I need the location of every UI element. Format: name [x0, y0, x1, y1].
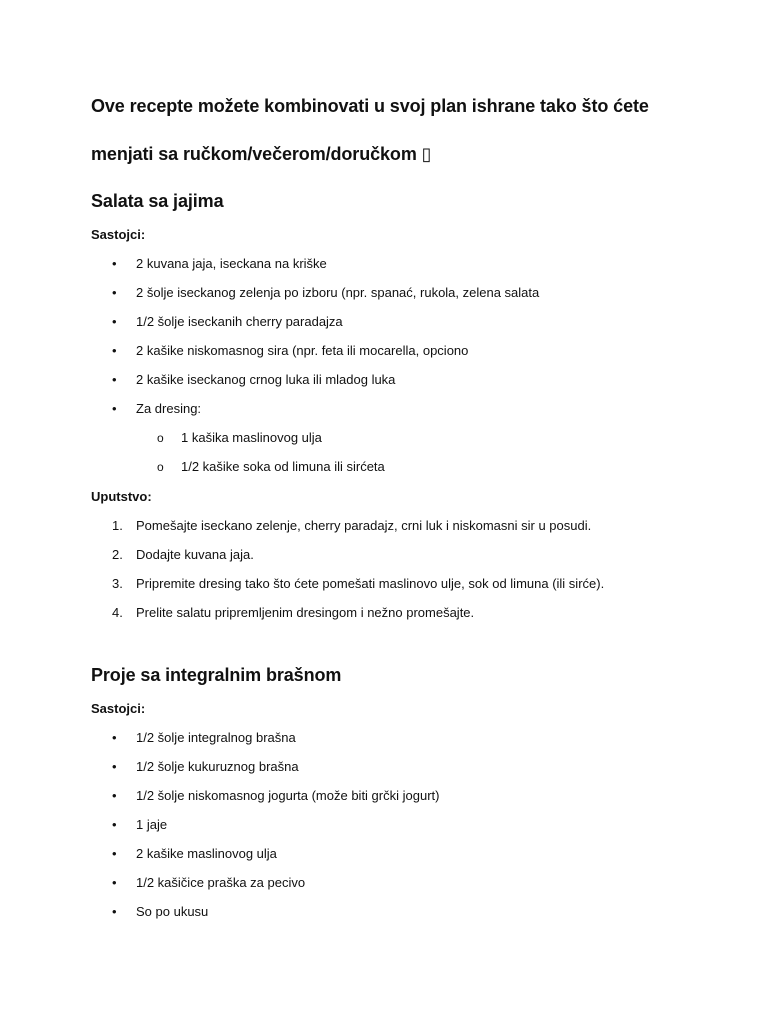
- bullet-icon: •: [112, 788, 117, 803]
- bullet-icon: •: [112, 401, 117, 416]
- recipe-title-proje: Proje sa integralnim brašnom: [91, 665, 342, 685]
- intro-line-1: Ove recepte možete kombinovati u svoj plan ishrane tako što ćete: [91, 96, 649, 116]
- bullet-icon: •: [112, 759, 117, 774]
- bullet-icon: •: [112, 846, 117, 861]
- bullet-icon: •: [112, 285, 117, 300]
- intro-line-2: menjati sa ručkom/večerom/doručkom ▯: [91, 144, 432, 164]
- bullet-icon: •: [112, 343, 117, 358]
- bullet-icon: •: [112, 730, 117, 745]
- bullet-icon: •: [112, 314, 117, 329]
- bullet-icon: •: [112, 875, 117, 890]
- circle-bullet-icon: o: [157, 460, 164, 474]
- bullet-icon: •: [112, 372, 117, 387]
- document-page: Ove recepte možete kombinovati u svoj plan ishrane tako što ćete menjati sa ručkom/večerom/doručkom ▯ Salata sa jajima Sastojci: • 2 kuvana jaja, iseckana na kriške • 2 šolje iseckanog zelenja po izboru (npr. spanać, rukola, zelena salata • 1/2 šolje iseckanih cherry paradajza • 2 kašike niskomasnog sira (npr. feta ili mocarella, opciono • 2 kašike iseckanog crnog luka ili mladog luka • Za dresing: o 1 kašika maslinovog ulja o 1/2 kašike soka od limuna ili sirćeta Uputstvo: 1. Pomešajte iseckano zelenje, cherry paradajz, crni luk i niskomasni sir u posudi. 2. Dodajte kuvana jaja. 3. Pripremite dresing tako što ćete pomešati maslinovo ulje, sok od limuna (ili sirće). 4. Prelite salatu pripremljenim dresingom i nežno promešajte. Proje sa integralnim brašnom Sastojci: • 1/2 šolje integralnog brašna • 1/2 šolje kukuruznog brašna • 1/2 šolje niskomasnog jogurta (može biti grčki jogurt) • 1 jaje • 2 kašike maslinovog ulja • 1/2 kašičice praška za pecivo • So po ukusu: [91, 96, 649, 919]
- bullet-icon: •: [112, 256, 117, 271]
- bullet-icon: •: [112, 817, 117, 832]
- instructions-label-1: Uputstvo:: [91, 489, 152, 504]
- circle-bullet-icon: o: [157, 431, 164, 445]
- recipe-title-salata: Salata sa jajima: [91, 191, 224, 211]
- ingredients-label-1: Sastojci:: [91, 227, 146, 242]
- ingredients-label-2: Sastojci:: [91, 701, 146, 716]
- bullet-icon: •: [112, 904, 117, 919]
